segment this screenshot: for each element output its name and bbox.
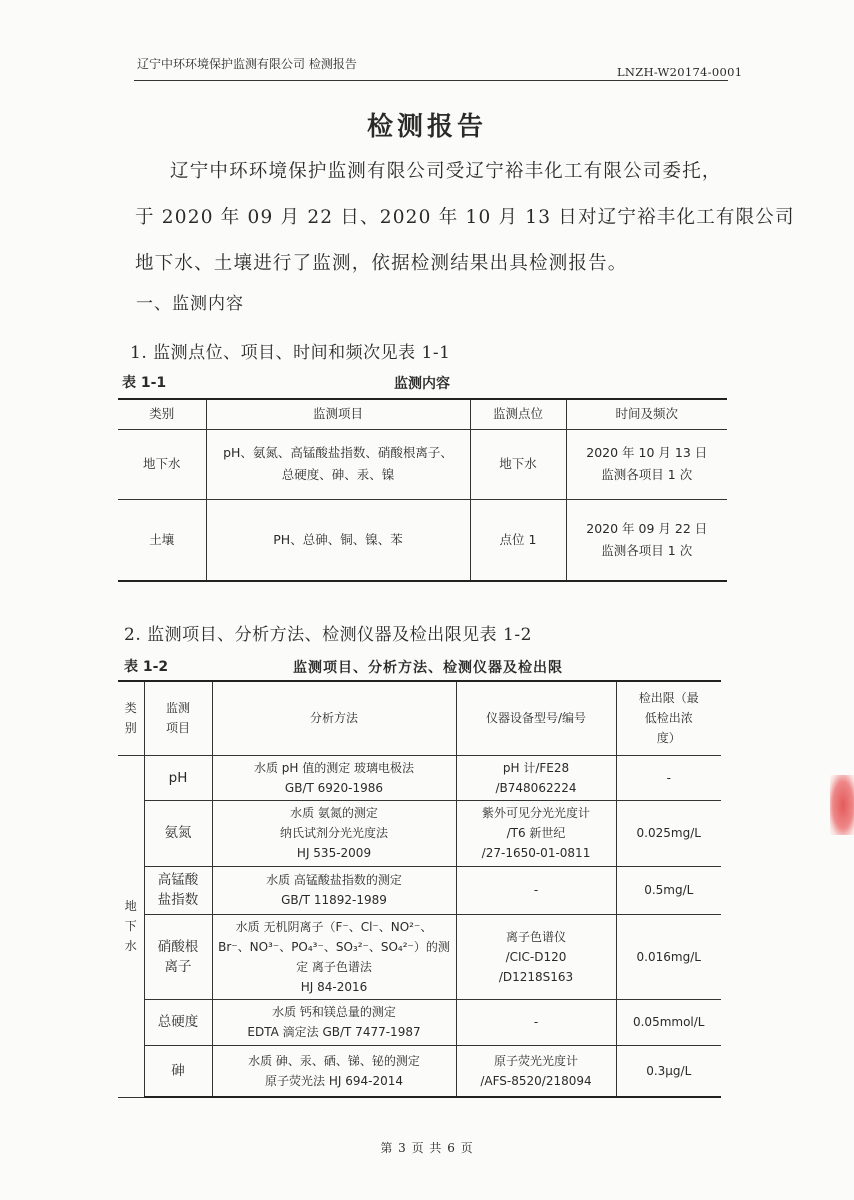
table-cell-instrument: - bbox=[456, 866, 616, 914]
table-cell-limit: 0.05mmol/L bbox=[616, 999, 721, 1045]
table-cell-limit: 0.3μg/L bbox=[616, 1045, 721, 1097]
table-row bbox=[118, 429, 727, 499]
table-header-cell: 类 别 bbox=[118, 681, 144, 755]
table-header-row bbox=[118, 399, 727, 429]
header-divider bbox=[134, 80, 728, 81]
table-row bbox=[118, 1045, 721, 1097]
table-header-cell: 监测 项目 bbox=[144, 681, 212, 755]
table-cell-method: 水质 pH 值的测定 玻璃电极法 GB/T 6920-1986 bbox=[212, 755, 456, 800]
table-cell-items: PH、总砷、铜、镍、苯 bbox=[206, 499, 470, 581]
table-cell-category: 地 下 水 bbox=[118, 755, 144, 1097]
intro-line-2: 于 2020 年 09 月 22 日、2020 年 10 月 13 日对辽宁裕丰化工有限公司 bbox=[135, 207, 795, 228]
table-header-row bbox=[118, 681, 721, 755]
table-cell-limit: 0.5mg/L bbox=[616, 866, 721, 914]
table-cell-time bbox=[566, 499, 727, 581]
table-cell-instrument: - bbox=[456, 999, 616, 1045]
table-cell-item: pH bbox=[144, 755, 212, 800]
table-cell-method: 水质 无机阴离子（F⁻、Cl⁻、NO²⁻、 Br⁻、NO³⁻、PO₄³⁻、SO₃²⁻、SO₄²⁻）的测 定 离子色谱法 HJ 84-2016 bbox=[212, 914, 456, 999]
table-cell-text: 2020 年 10 月 13 日 bbox=[586, 445, 708, 460]
monitoring-content-table bbox=[118, 398, 727, 582]
table-row bbox=[118, 800, 721, 866]
table2-label: 表 1-2 bbox=[124, 659, 169, 675]
table-cell-item: 高锰酸 盐指数 bbox=[144, 866, 212, 914]
table-header-cell: 类别 bbox=[118, 399, 206, 429]
table1-caption: 监测内容 bbox=[394, 376, 450, 392]
table-cell-method: 水质 砷、汞、硒、锑、铋的测定 原子荧光法 HJ 694-2014 bbox=[212, 1045, 456, 1097]
header-report-number: LNZH-W20174-0001 bbox=[617, 65, 743, 79]
intro-line-1: 辽宁中环环境保护监测有限公司受辽宁裕丰化工有限公司委托， bbox=[170, 161, 722, 182]
methods-table bbox=[118, 680, 721, 1098]
table-row bbox=[118, 499, 727, 581]
table-cell-text: 总硬度、砷、汞、镍 bbox=[281, 467, 395, 482]
table-cell-method: 水质 钙和镁总量的测定 EDTA 滴定法 GB/T 7477-1987 bbox=[212, 999, 456, 1045]
table-row bbox=[118, 866, 721, 914]
table-cell-item: 砷 bbox=[144, 1045, 212, 1097]
intro-line-3: 地下水、土壤进行了监测，依据检测结果出具检测报告。 bbox=[135, 253, 628, 274]
table-cell-instrument: pH 计/FE28 /B748062224 bbox=[456, 755, 616, 800]
table-header-cell: 监测项目 bbox=[206, 399, 470, 429]
table-cell-category: 地下水 bbox=[118, 429, 206, 499]
table-cell-time bbox=[566, 429, 727, 499]
table-cell-limit: - bbox=[616, 755, 721, 800]
table-cell-method: 水质 氨氮的测定 纳氏试剂分光光度法 HJ 535-2009 bbox=[212, 800, 456, 866]
section-heading-monitoring-content: 一、监测内容 bbox=[136, 294, 244, 314]
table-cell-category: 土壤 bbox=[118, 499, 206, 581]
table-header-cell: 检出限（最 低检出浓 度） bbox=[616, 681, 721, 755]
table-cell-point: 地下水 bbox=[470, 429, 566, 499]
page-footer: 第 3 页 共 6 页 bbox=[380, 1141, 474, 1155]
table-row bbox=[118, 914, 721, 999]
page-title: 检测报告 bbox=[366, 112, 487, 142]
table-row bbox=[118, 755, 721, 800]
header-company: 辽宁中环环境保护监测有限公司 检测报告 bbox=[137, 57, 357, 71]
table-cell-instrument: 离子色谱仪 /CIC-D120 /D1218S163 bbox=[456, 914, 616, 999]
table-cell-items bbox=[206, 429, 470, 499]
subsection-heading-2: 2. 监测项目、分析方法、检测仪器及检出限见表 1-2 bbox=[124, 625, 532, 645]
table-header-cell: 时间及频次 bbox=[566, 399, 727, 429]
table-cell-limit: 0.016mg/L bbox=[616, 914, 721, 999]
table1-label: 表 1-1 bbox=[122, 375, 167, 391]
table-cell-point: 点位 1 bbox=[470, 499, 566, 581]
seal-stamp bbox=[826, 720, 854, 890]
table-header-cell: 仪器设备型号/编号 bbox=[456, 681, 616, 755]
table-cell-method: 水质 高锰酸盐指数的测定 GB/T 11892-1989 bbox=[212, 866, 456, 914]
table-cell-item: 硝酸根 离子 bbox=[144, 914, 212, 999]
table-cell-limit: 0.025mg/L bbox=[616, 800, 721, 866]
table-cell-item: 总硬度 bbox=[144, 999, 212, 1045]
table-cell-text: 监测各项目 1 次 bbox=[601, 542, 693, 558]
table2-caption: 监测项目、分析方法、检测仪器及检出限 bbox=[293, 660, 563, 676]
table-cell-text: 监测各项目 1 次 bbox=[601, 467, 693, 482]
table-header-cell: 分析方法 bbox=[212, 681, 456, 755]
table-cell-instrument: 紫外可见分光光度计 /T6 新世纪 /27-1650-01-0811 bbox=[456, 800, 616, 866]
subsection-heading-1: 1. 监测点位、项目、时间和频次见表 1-1 bbox=[130, 343, 451, 363]
table-cell-text: pH、氨氮、高锰酸盐指数、硝酸根离子、 bbox=[223, 445, 453, 460]
table-cell-text: 2020 年 09 月 22 日 bbox=[586, 520, 708, 536]
seal-stamp-mark bbox=[830, 775, 854, 835]
table-row bbox=[118, 999, 721, 1045]
table-cell-instrument: 原子荧光光度计 /AFS-8520/218094 bbox=[456, 1045, 616, 1097]
table-header-cell: 监测点位 bbox=[470, 399, 566, 429]
table-cell-item: 氨氮 bbox=[144, 800, 212, 866]
